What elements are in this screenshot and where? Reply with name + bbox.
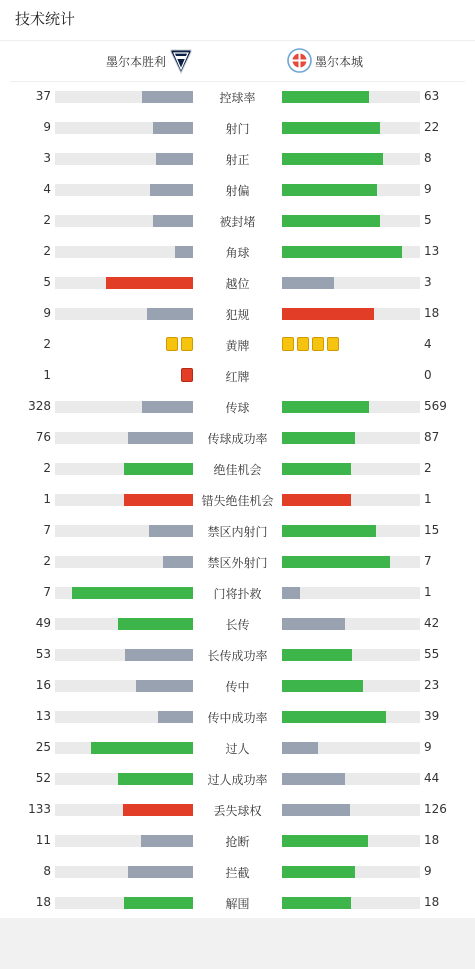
home-stat-bar-fill [124,463,193,475]
away-stat-bar [282,184,420,196]
yellow-card-icon [181,337,193,351]
away-stat-bar-fill [282,246,402,258]
away-stat-value: 5 [424,213,432,227]
away-stat-bar [282,91,420,103]
home-stat-bar [55,277,193,289]
home-stat-bar [55,184,193,196]
away-stat-bar-fill [282,711,386,723]
home-stat-value: 2 [43,213,51,227]
away-cards [282,337,339,351]
stat-label: 传球成功率 [207,432,268,446]
home-cards [166,337,193,351]
stat-label: 射正 [225,153,250,167]
away-stat-value: 8 [424,151,432,165]
away-stat-bar-fill [282,184,377,196]
home-stat-value: 37 [35,89,51,103]
away-stat-bar-fill [282,618,345,630]
away-stat-bar-fill [282,835,368,847]
away-stat-bar [282,649,420,661]
away-stat-value: 87 [424,430,440,444]
away-stat-value: 9 [424,182,432,196]
away-stat-value: 42 [424,616,440,630]
stat-row [0,484,475,515]
away-stat-bar [282,711,420,723]
home-stat-value: 9 [43,306,51,320]
home-stat-value: 76 [35,430,51,444]
away-stat-value: 4 [424,337,432,351]
stat-label: 过人 [225,742,250,756]
away-stat-bar [282,556,420,568]
away-stat-value: 9 [424,740,432,754]
home-stat-bar [55,835,193,847]
stat-row [0,453,475,484]
stat-label: 角球 [225,246,250,260]
home-stat-value: 2 [43,244,51,258]
home-stat-bar [55,153,193,165]
stat-label: 绝佳机会 [213,463,262,477]
home-stat-bar-fill [153,215,193,227]
away-stat-bar-fill [282,680,363,692]
home-stat-bar-fill [156,153,193,165]
home-stat-bar [55,897,193,909]
away-stat-bar [282,835,420,847]
home-stat-value: 2 [43,461,51,475]
home-stat-bar [55,91,193,103]
away-stat-value: 55 [424,647,440,661]
home-stat-bar [55,432,193,444]
away-stat-bar [282,866,420,878]
away-stat-bar [282,525,420,537]
melbourne-city-crest-icon [287,48,312,73]
stat-label: 红牌 [225,370,250,384]
away-stat-value: 9 [424,864,432,878]
away-stat-value: 569 [424,399,447,413]
home-stat-value: 3 [43,151,51,165]
home-stat-value: 52 [35,771,51,785]
home-stat-bar [55,556,193,568]
yellow-card-icon [282,337,294,351]
away-stat-bar-fill [282,897,351,909]
stat-label: 传中成功率 [207,711,268,725]
stat-label: 抢断 [225,835,250,849]
home-stat-bar [55,494,193,506]
home-stat-bar [55,866,193,878]
home-stat-bar-fill [124,897,193,909]
home-stat-bar [55,122,193,134]
home-stat-value: 49 [35,616,51,630]
stat-label: 黄牌 [225,339,250,353]
away-stat-bar-fill [282,122,380,134]
away-stat-bar [282,277,420,289]
away-stat-bar-fill [282,308,374,320]
home-stat-bar-fill [142,91,193,103]
stat-label: 犯规 [225,308,250,322]
stat-row [0,732,475,763]
home-stat-bar-fill [142,401,193,413]
home-stat-bar [55,525,193,537]
stat-label: 被封堵 [219,215,256,229]
stat-label: 长传 [225,618,250,632]
home-stat-value: 7 [43,585,51,599]
away-stat-bar [282,742,420,754]
away-stat-bar [282,804,420,816]
home-stat-value: 5 [43,275,51,289]
away-stat-bar [282,680,420,692]
yellow-card-icon [297,337,309,351]
away-stat-value: 22 [424,120,440,134]
stat-row [0,856,475,887]
home-stat-value: 9 [43,120,51,134]
stat-row [0,546,475,577]
away-stat-value: 63 [424,89,440,103]
stat-row [0,267,475,298]
away-stat-bar [282,153,420,165]
away-stat-bar [282,122,420,134]
home-stat-bar-fill [158,711,193,723]
home-stat-value: 7 [43,523,51,537]
away-stat-value: 44 [424,771,440,785]
away-stat-value: 18 [424,306,440,320]
melbourne-victory-crest-icon [170,48,192,74]
stat-row [0,825,475,856]
away-stat-bar [282,308,420,320]
home-stat-bar-fill [118,773,193,785]
stat-label: 射门 [225,122,250,136]
away-stat-value: 7 [424,554,432,568]
home-stat-bar [55,401,193,413]
stat-row [0,329,475,360]
home-stat-bar [55,308,193,320]
home-stat-bar [55,804,193,816]
away-stat-bar [282,897,420,909]
home-stat-bar-fill [123,804,193,816]
home-stat-bar-fill [136,680,193,692]
stat-row [0,391,475,422]
home-stat-value: 53 [35,647,51,661]
home-stat-bar-fill [106,277,193,289]
stat-label: 控球率 [219,91,256,105]
home-stat-value: 16 [35,678,51,692]
away-stat-value: 18 [424,833,440,847]
stat-row [0,639,475,670]
home-stat-value: 25 [35,740,51,754]
away-stat-bar-fill [282,432,355,444]
home-stat-value: 133 [28,802,51,816]
stat-label: 拦截 [225,866,250,880]
away-stat-value: 23 [424,678,440,692]
away-stat-bar-fill [282,866,355,878]
away-stat-bar [282,618,420,630]
stat-row [0,887,475,918]
away-stat-bar-fill [282,773,345,785]
home-stat-bar-fill [125,649,193,661]
home-stat-value: 1 [43,368,51,382]
away-stat-bar-fill [282,649,352,661]
away-stat-bar-fill [282,742,318,754]
stat-row [0,112,475,143]
away-stat-bar [282,773,420,785]
home-stat-value: 2 [43,337,51,351]
page-title: 技术统计 [15,10,76,28]
away-team-name: 墨尔本城 [315,55,364,69]
away-stat-bar-fill [282,804,350,816]
home-stat-bar [55,742,193,754]
away-stat-bar [282,587,420,599]
red-card-icon [181,368,193,382]
away-stat-value: 15 [424,523,440,537]
stat-label: 禁区内射门 [207,525,268,539]
away-stat-bar-fill [282,525,376,537]
home-stat-bar-fill [124,494,193,506]
home-stat-bar-fill [128,866,193,878]
home-stat-bar-fill [153,122,193,134]
away-stat-bar-fill [282,401,369,413]
away-stat-bar [282,432,420,444]
away-stat-value: 18 [424,895,440,909]
stat-row [0,81,475,112]
away-stat-bar [282,246,420,258]
home-stat-value: 1 [43,492,51,506]
home-stat-bar-fill [128,432,193,444]
stat-label: 传球 [225,401,250,415]
away-stat-bar [282,494,420,506]
stat-row [0,763,475,794]
stat-row [0,577,475,608]
stats-list [0,81,475,918]
away-stat-bar [282,463,420,475]
home-stat-bar [55,215,193,227]
away-stat-bar-fill [282,494,351,506]
home-stat-value: 11 [35,833,51,847]
stat-row [0,515,475,546]
home-stat-bar [55,773,193,785]
home-stat-bar [55,463,193,475]
stat-row [0,794,475,825]
away-stat-bar-fill [282,91,369,103]
stat-label: 错失绝佳机会 [201,494,274,508]
away-stat-value: 2 [424,461,432,475]
away-stat-bar-fill [282,153,383,165]
home-stat-bar-fill [118,618,193,630]
away-stat-bar-fill [282,463,351,475]
yellow-card-icon [166,337,178,351]
stat-label: 门将扑救 [213,587,262,601]
stat-row [0,670,475,701]
away-stat-bar-fill [282,215,380,227]
away-stat-bar [282,215,420,227]
away-stat-value: 39 [424,709,440,723]
stat-row [0,174,475,205]
home-stat-bar-fill [147,308,193,320]
home-stat-bar-fill [72,587,193,599]
away-stat-value: 126 [424,802,447,816]
away-stat-value: 0 [424,368,432,382]
home-stat-value: 13 [35,709,51,723]
stat-row [0,360,475,391]
stat-label: 越位 [225,277,250,291]
home-stat-bar [55,680,193,692]
away-stat-bar [282,401,420,413]
away-stat-value: 1 [424,585,432,599]
stat-label: 传中 [225,680,250,694]
away-stat-bar-fill [282,277,334,289]
stat-row [0,701,475,732]
stat-row [0,205,475,236]
home-stat-bar-fill [150,184,193,196]
home-stat-bar [55,246,193,258]
stat-label: 过人成功率 [207,773,268,787]
home-stat-bar [55,649,193,661]
home-stat-value: 4 [43,182,51,196]
home-stat-value: 18 [35,895,51,909]
stat-label: 解围 [225,897,250,911]
home-stat-value: 8 [43,864,51,878]
away-stat-bar-fill [282,587,300,599]
home-team-name: 墨尔本胜利 [105,55,166,69]
home-stat-bar-fill [175,246,193,258]
home-stat-bar-fill [163,556,193,568]
home-stat-bar-fill [91,742,193,754]
yellow-card-icon [327,337,339,351]
home-stat-bar [55,618,193,630]
away-stat-bar-fill [282,556,390,568]
home-stat-bar-fill [141,835,193,847]
home-stat-bar [55,711,193,723]
teams-header [0,41,475,81]
home-stat-value: 2 [43,554,51,568]
stat-row [0,422,475,453]
stat-label: 射偏 [225,184,250,198]
away-stat-value: 13 [424,244,440,258]
away-stat-value: 3 [424,275,432,289]
home-cards [181,368,193,382]
yellow-card-icon [312,337,324,351]
stat-row [0,236,475,267]
home-stat-bar-fill [149,525,193,537]
stat-row [0,608,475,639]
stat-row [0,298,475,329]
stat-label: 丢失球权 [213,804,262,818]
away-stat-value: 1 [424,492,432,506]
home-stat-value: 328 [28,399,51,413]
stat-row [0,143,475,174]
stat-label: 禁区外射门 [207,556,268,570]
stat-label: 长传成功率 [207,649,268,663]
home-stat-bar [55,587,193,599]
